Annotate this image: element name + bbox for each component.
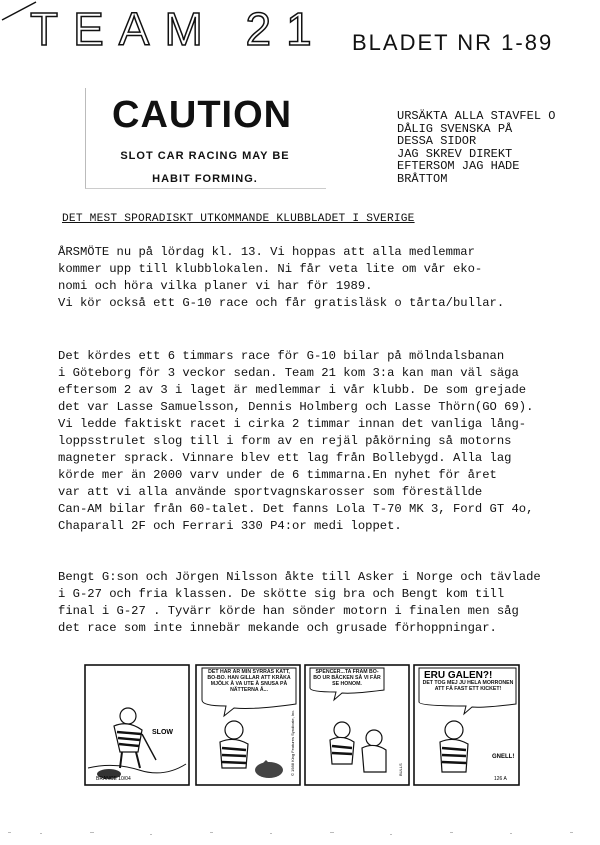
panel3-speech-bubble: SPENCER...TA FRAM BO-BO UR BÄCKEN SÅ VI FÅR SE HONOM.	[313, 669, 381, 687]
comic-panel-3	[305, 665, 409, 785]
paragraph-asker-trip: Bengt G:son och Jörgen Nilsson åkte till Asker i Norge och tävlade i G-27 och fria klassen. De skötte sig bra och Bengt kom till final i G-27 . Tyvärr körde han sönder motorn i finalen men såg det race som inte innebär mekande och grusade förhoppningar.	[58, 570, 541, 635]
panel4-code: 126 A	[494, 776, 507, 782]
paragraph-annual-meeting: ÅRSMÖTE nu på lördag kl. 13. Vi hoppas att alla medlemmar kommer upp till klubblokalen. Ni får veta lite om vår eko- nomi och höra vilka planer vi har för 1989. Vi kör också ett G-10 race och får gratisläsk o tårta/bullar.	[58, 245, 505, 310]
newsletter-subtitle: DET MEST SPORADISKT UTKOMMANDE KLUBBLADET I SVERIGE	[62, 213, 415, 225]
paragraph-six-hour-race: Det kördes ett 6 timmars race för G-10 bilar på mölndalsbanan i Göteborg för 3 veckor sedan. Team 21 kom 3:a kan man väl säga eftersom 2 av 3 i laget är medlemmar i vår klubb. De som grejade det var Lasse Samuelsson, Dennis Holmberg och Lasse Thörn(GO 69). Vi ledde faktiskt racet i cirka 2 timmar innan det vanliga lång- loppsstrulet slog till i form av en rejäl påkörning så motorns magneter sprack. Vinnare blev ett lag från Bollebygd. Alla lag körde mer än 2000 varv under de 6 timmarna.En nyhet för året var att vi alla använde sportvagnskarosser som föreställde Can-AM bilar från 60-talet. Det fanns Lola T-70 MK 3, Ford GT 4o, Chaparall 2F och Ferrari 330 P4:or medi loppet.	[58, 349, 534, 533]
panel1-signature: BRANCE 10/04	[96, 776, 131, 782]
caution-line-1: SLOT CAR RACING MAY BE	[120, 150, 290, 162]
comic-panel-2	[196, 665, 300, 785]
panel2-speech-bubble: DET HÄR ÄR MIN SYRRAS KATT, BO-BO. HAN GILLAR ATT KRÄKA MJÖLK Å VA UTE Å SNUSA PÅ NÄTTERNA Å...	[207, 669, 291, 693]
panel4-exclamation: ERU GALEN?!	[424, 670, 493, 681]
caution-line-2: HABIT FORMING.	[152, 173, 258, 185]
team-title: TEAM 21	[30, 3, 327, 55]
panel4-speech-bubble: DET TOG MEJ JU HELA MORRONEN ATT FÅ FAST ETT KICKET!	[422, 680, 514, 692]
panel3-credit: BULLS	[398, 763, 403, 776]
panel2-copyright: © 1988 King Features Syndicate, Inc.	[290, 709, 295, 776]
panel4-sound-effect: GNELL!	[492, 754, 515, 760]
issue-label: BLADET NR 1-89	[352, 30, 554, 55]
caution-heading: CAUTION	[112, 94, 293, 136]
comic-panel-1	[85, 665, 189, 785]
panel1-sound-effect: SLOW	[152, 729, 173, 736]
apology-note: URSÄKTA ALLA STAVFEL O DÅLIG SVENSKA PÅ DESSA SIDOR JAG SKREV DIREKT EFTERSOM JAG HADE BRÅTTOM	[397, 109, 556, 186]
photocopy-noise	[0, 828, 600, 838]
comic-panel-4	[414, 665, 519, 785]
comic-strip	[84, 664, 520, 786]
